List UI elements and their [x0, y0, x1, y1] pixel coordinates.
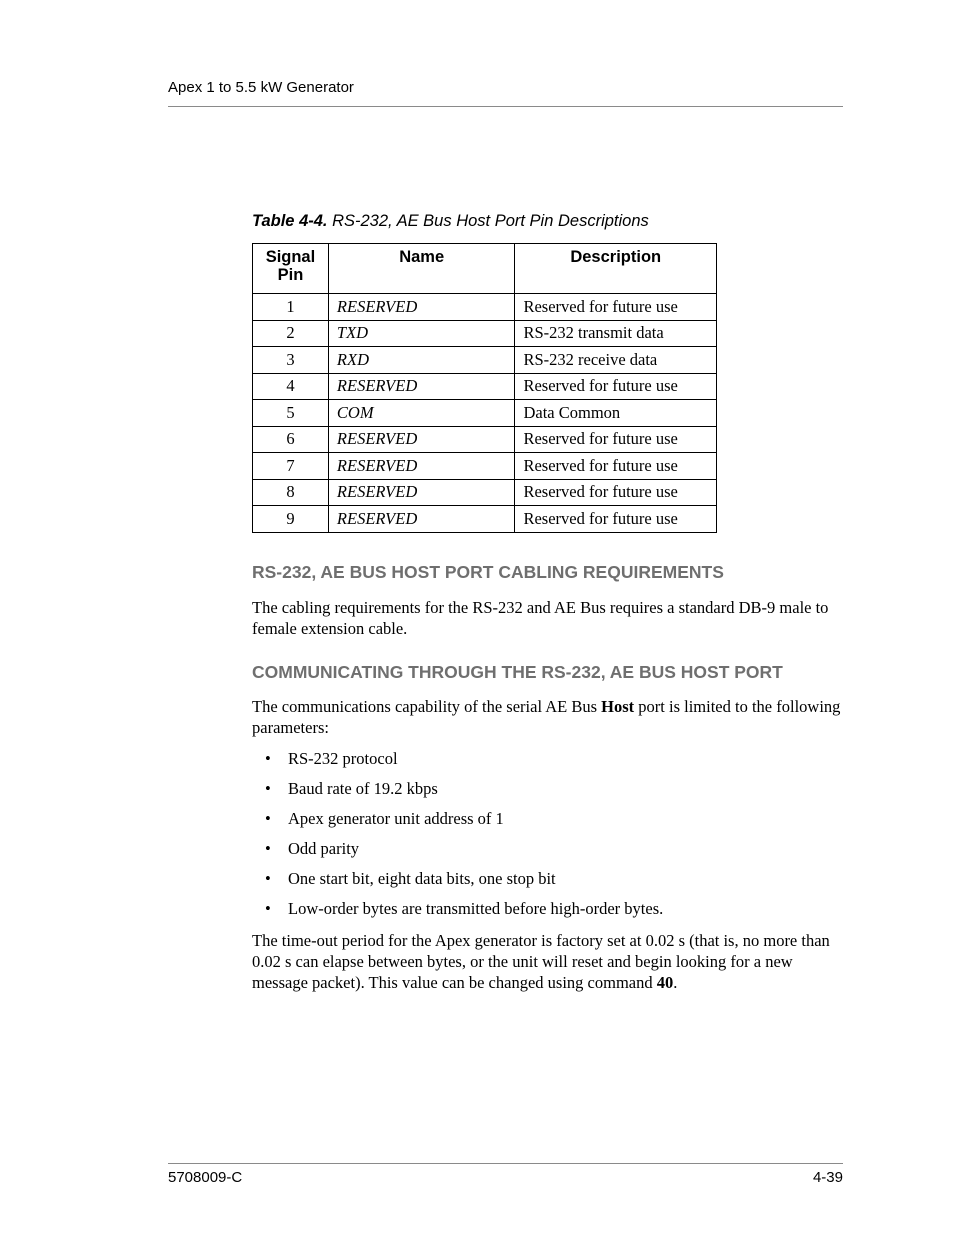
table-row: [253, 320, 717, 347]
pin-cell: 2: [253, 320, 329, 347]
cabling-paragraph: The cabling requirements for the RS-232 and AE Bus requires a standard DB-9 male to female extension cable.: [252, 598, 829, 638]
command-number: 40: [656, 973, 674, 992]
list-item: • Apex generator unit address of 1: [265, 809, 504, 828]
name-cell: RESERVED: [328, 426, 515, 453]
list-item: • Low-order bytes are transmitted before high-order bytes.: [265, 899, 664, 918]
table-caption-text: RS-232, AE Bus Host Port Pin Descriptions: [327, 212, 649, 230]
communication-intro: The communications capability of the serial AE Bus Host port is limited to the following parameters:: [252, 697, 841, 737]
pin-cell: 3: [253, 347, 329, 374]
communication-heading: COMMUNICATING THROUGH THE RS-232, AE BUS HOST PORT: [252, 662, 783, 682]
cabling-heading: RS-232, AE BUS HOST PORT CABLING REQUIREMENTS: [252, 562, 724, 582]
table-row: [253, 294, 717, 321]
pin-cell: 4: [253, 373, 329, 400]
header-title: Apex 1 to 5.5 kW Generator: [168, 79, 354, 96]
description-cell: Reserved for future use: [515, 373, 717, 400]
header-description: Description: [515, 244, 717, 294]
header-name: Name: [328, 244, 515, 294]
table-row: [253, 347, 717, 374]
bullet-icon: •: [265, 779, 271, 798]
table-row: [253, 400, 717, 427]
description-cell: Reserved for future use: [515, 294, 717, 321]
pin-cell: 6: [253, 426, 329, 453]
bullet-icon: •: [265, 749, 271, 768]
name-cell: RESERVED: [328, 453, 515, 480]
name-cell: RXD: [328, 347, 515, 374]
pin-cell: 8: [253, 479, 329, 506]
pin-cell: 7: [253, 453, 329, 480]
name-cell: RESERVED: [328, 479, 515, 506]
description-cell: Reserved for future use: [515, 426, 717, 453]
table-row: [253, 506, 717, 533]
header-signal-pin: Signal Pin: [253, 244, 329, 294]
pin-description-table: [252, 243, 717, 533]
description-cell: Reserved for future use: [515, 453, 717, 480]
description-cell: RS-232 transmit data: [515, 320, 717, 347]
timeout-paragraph: The time-out period for the Apex generator is factory set at 0.02 s (that is, no more than 0.02 s can elapse between bytes, or the unit will reset and begin looking for a new message packet). This value can be changed using command 40.: [252, 931, 830, 992]
table-caption-label: Table 4-4.: [252, 212, 328, 230]
list-item: • Baud rate of 19.2 kbps: [265, 779, 438, 798]
table-row: [253, 479, 717, 506]
description-cell: Reserved for future use: [515, 479, 717, 506]
name-cell: RESERVED: [328, 506, 515, 533]
pin-cell: 5: [253, 400, 329, 427]
name-cell: TXD: [328, 320, 515, 347]
description-cell: Reserved for future use: [515, 506, 717, 533]
description-cell: RS-232 receive data: [515, 347, 717, 374]
list-item: • One start bit, eight data bits, one stop bit: [265, 869, 556, 888]
pin-cell: 1: [253, 294, 329, 321]
bullet-icon: •: [265, 869, 271, 888]
table-caption: [252, 212, 649, 231]
parameter-list: [252, 748, 842, 928]
pin-cell: 9: [253, 506, 329, 533]
name-cell: RESERVED: [328, 373, 515, 400]
table-row: [253, 453, 717, 480]
footer-divider: [168, 1163, 843, 1164]
table-header-row: [253, 244, 717, 294]
name-cell: RESERVED: [328, 294, 515, 321]
table-row: [253, 373, 717, 400]
bullet-icon: •: [265, 899, 271, 918]
bullet-icon: •: [265, 839, 271, 858]
page-header: [168, 79, 843, 107]
table-row: [253, 426, 717, 453]
footer-page-number: 4-39: [812, 1169, 843, 1186]
footer-doc-number: 5708009-C: [168, 1169, 243, 1186]
list-item: • Odd parity: [265, 839, 360, 858]
name-cell: COM: [328, 400, 515, 427]
host-bold-text: Host: [601, 697, 635, 716]
bullet-icon: •: [265, 809, 271, 828]
list-item: • RS-232 protocol: [265, 749, 398, 768]
description-cell: Data Common: [515, 400, 717, 427]
